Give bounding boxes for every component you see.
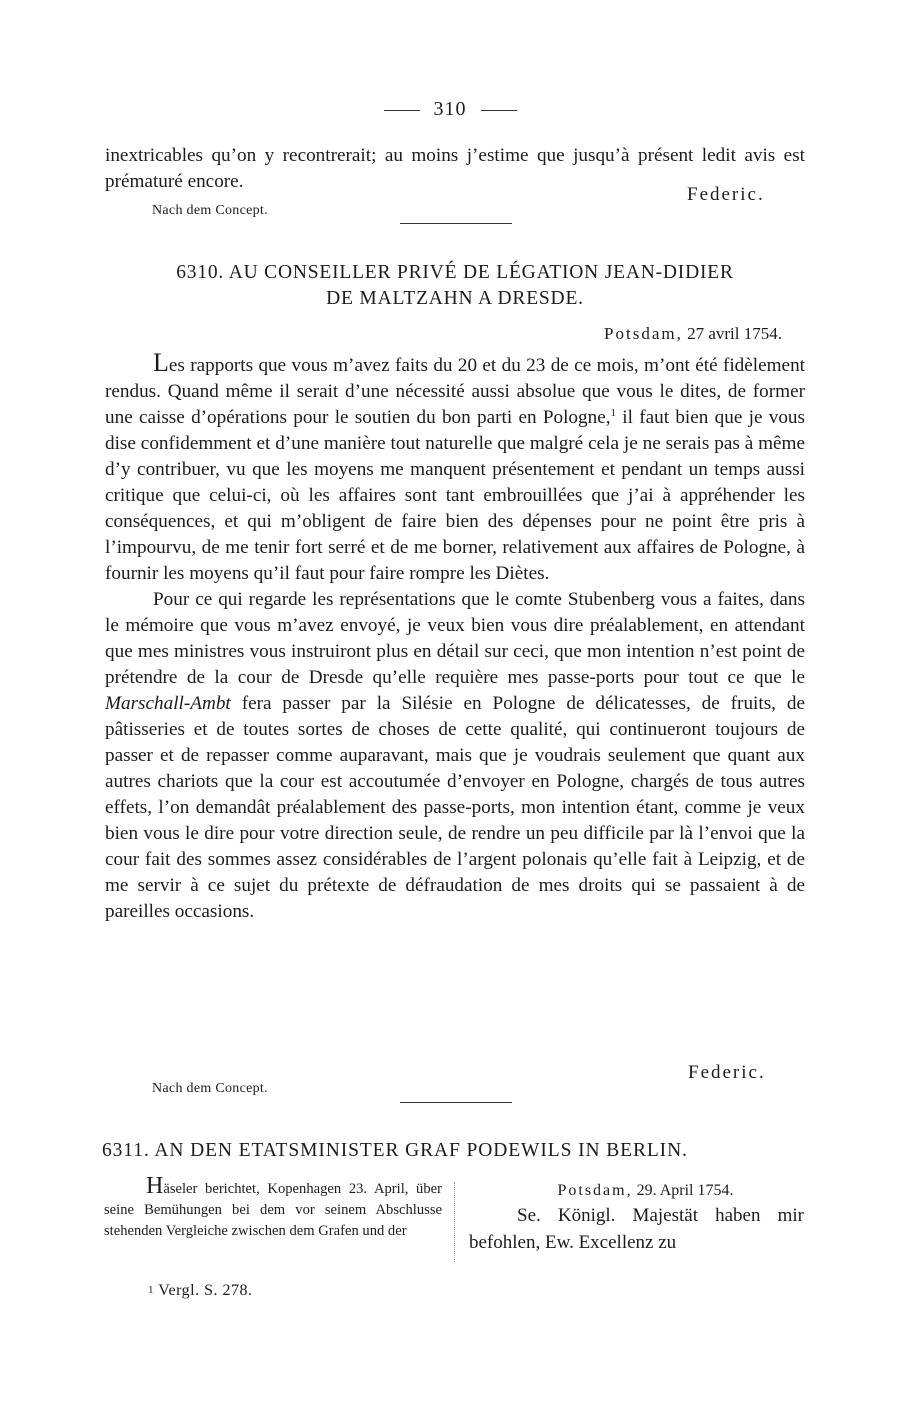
header-dash-left	[384, 110, 420, 111]
letter-6310-title-line2: DE MALTZAHN A DRESDE.	[326, 288, 584, 309]
letter-6311-dateline	[469, 1180, 804, 1202]
dropcap-h: H	[146, 1173, 164, 1199]
footnote-text: Vergl. S. 278.	[158, 1282, 253, 1299]
letter-6311-summary-column	[104, 1173, 442, 1242]
continuation-text: inextricables qu’on y recontrerait; au moins j’estime que jusqu’à présent ledit avis est prématuré encore.	[105, 145, 805, 192]
letter-6311-body: Se. Königl. Majestät haben mir befohlen, Ew. Excellenz zu	[469, 1205, 804, 1253]
letter-6310-paragraph-2	[105, 587, 805, 925]
letter-6311-date-place: Potsdam,	[557, 1182, 633, 1199]
letter-6310-source-note: Nach dem Concept.	[152, 1081, 268, 1096]
header-dash-right	[481, 110, 517, 111]
letter-6310-title-text: AU CONSEILLER PRIVÉ DE LÉGATION JEAN-DIDIER	[228, 262, 734, 283]
footnote-number: 1	[148, 1284, 154, 1296]
continuation-source-note: Nach dem Concept.	[152, 203, 268, 218]
letter-6310-para2-start: Pour ce qui regarde les représentations que le comte Stubenberg vous a faites, dans le mémoire que vous m’avez envoyé, je veux bien vous dire préalablement, en attendant que mes ministres vous instruiront plus en détail sur ceci, que mon intention n’est point de prétendre de la cour de Dresde qu’elle requière mes passe-ports pour tout ce que le	[105, 589, 805, 688]
letter-6310-para2-end: fera passer par la Silésie en Pologne de délicatesses, de fruits, de pâtisseries et de toutes sortes de choses de cette qualité, qui continueront toujours de passer et de repasser comme auparavant, mais que je voudrais seulement que quant aux autres chariots que la cour est accoutumée d’envoyer en Pologne, chargés de tous autres effets, l’on demandât préalablement des passe-ports, mon intention étant, comme je veux bien vous le dire pour votre direction seule, de rendre un peu difficile par là l’envoi que la cour fait des sommes assez considérables de l’argent polonais qu’elle fait à Leipzig, et de me servir à ce sujet du prétexte de défraudation de mes droits qui se passaient à de pareilles occasions.	[105, 693, 805, 922]
dropcap-l: L	[153, 348, 169, 377]
letter-6310-number: 6310.	[176, 262, 225, 283]
letter-6310-para1-start: es rapports que vous m’avez faits du 20 et du 23 de ce mois, m’ont été fidèlement rendus. Quand même il serait d’une nécessité aussi absolue que vous le dites, de former une caisse d’opérations pour le soutien du bon parti en Pologne,	[105, 355, 805, 428]
section-divider-2	[400, 1102, 512, 1103]
letter-6311-number: 6311.	[102, 1140, 150, 1161]
letter-6311-summary	[104, 1173, 442, 1242]
letter-6311-summary-text: äseler berichtet, Kopenhagen 23. April, über seine Bemühungen bei dem vor seinem Abschlusse stehenden Vergleiche zwischen dem Grafen und der	[104, 1181, 442, 1239]
letter-6310-paragraph-1	[105, 350, 805, 587]
letter-6311-body-column	[469, 1180, 804, 1256]
italic-term: Marschall-Ambt	[105, 693, 231, 714]
page-number: 310	[433, 98, 467, 120]
letter-6310-heading	[105, 260, 805, 312]
section-divider-1	[400, 223, 512, 224]
letter-6310-body	[105, 350, 805, 925]
page-header	[0, 98, 900, 121]
letter-6310-para1-end: il faut bien que je vous dise confidemment et d’une manière tout naturelle que malgré cela je ne serais pas à même d’y contribuer, vu que les moyens me manquent présentement et pendant un temps aussi critique que celui-ci, où les affaires sont tant embrouillées que j’ai à appréhender les conséquences, et qui m’obligent de faire bien des dépenses pour ne point être pris à l’impourvu, de me tenir fort serré et de me borner, relativement aux affaires de Pologne, à fournir les moyens qu’il faut pour faire rompre les Diètes.	[105, 407, 805, 584]
letter-6311-date-day: 29. April 1754.	[636, 1182, 734, 1199]
letter-6310-signature: Federic.	[688, 1062, 766, 1083]
letter-6311-title: AN DEN ETATSMINISTER GRAF PODEWILS IN BERLIN.	[154, 1140, 688, 1161]
column-divider	[454, 1182, 455, 1262]
letter-6310-date-place: Potsdam,	[604, 324, 683, 343]
footnote	[148, 1282, 252, 1300]
letter-6310-title-line1	[105, 260, 805, 286]
continuation-signature: Federic.	[687, 184, 765, 205]
letter-6311-heading	[102, 1140, 807, 1162]
footnote-mark: 1	[610, 407, 617, 419]
letter-6310-date-day: 27 avril 1754.	[687, 324, 782, 343]
letter-6310-dateline	[604, 324, 782, 344]
